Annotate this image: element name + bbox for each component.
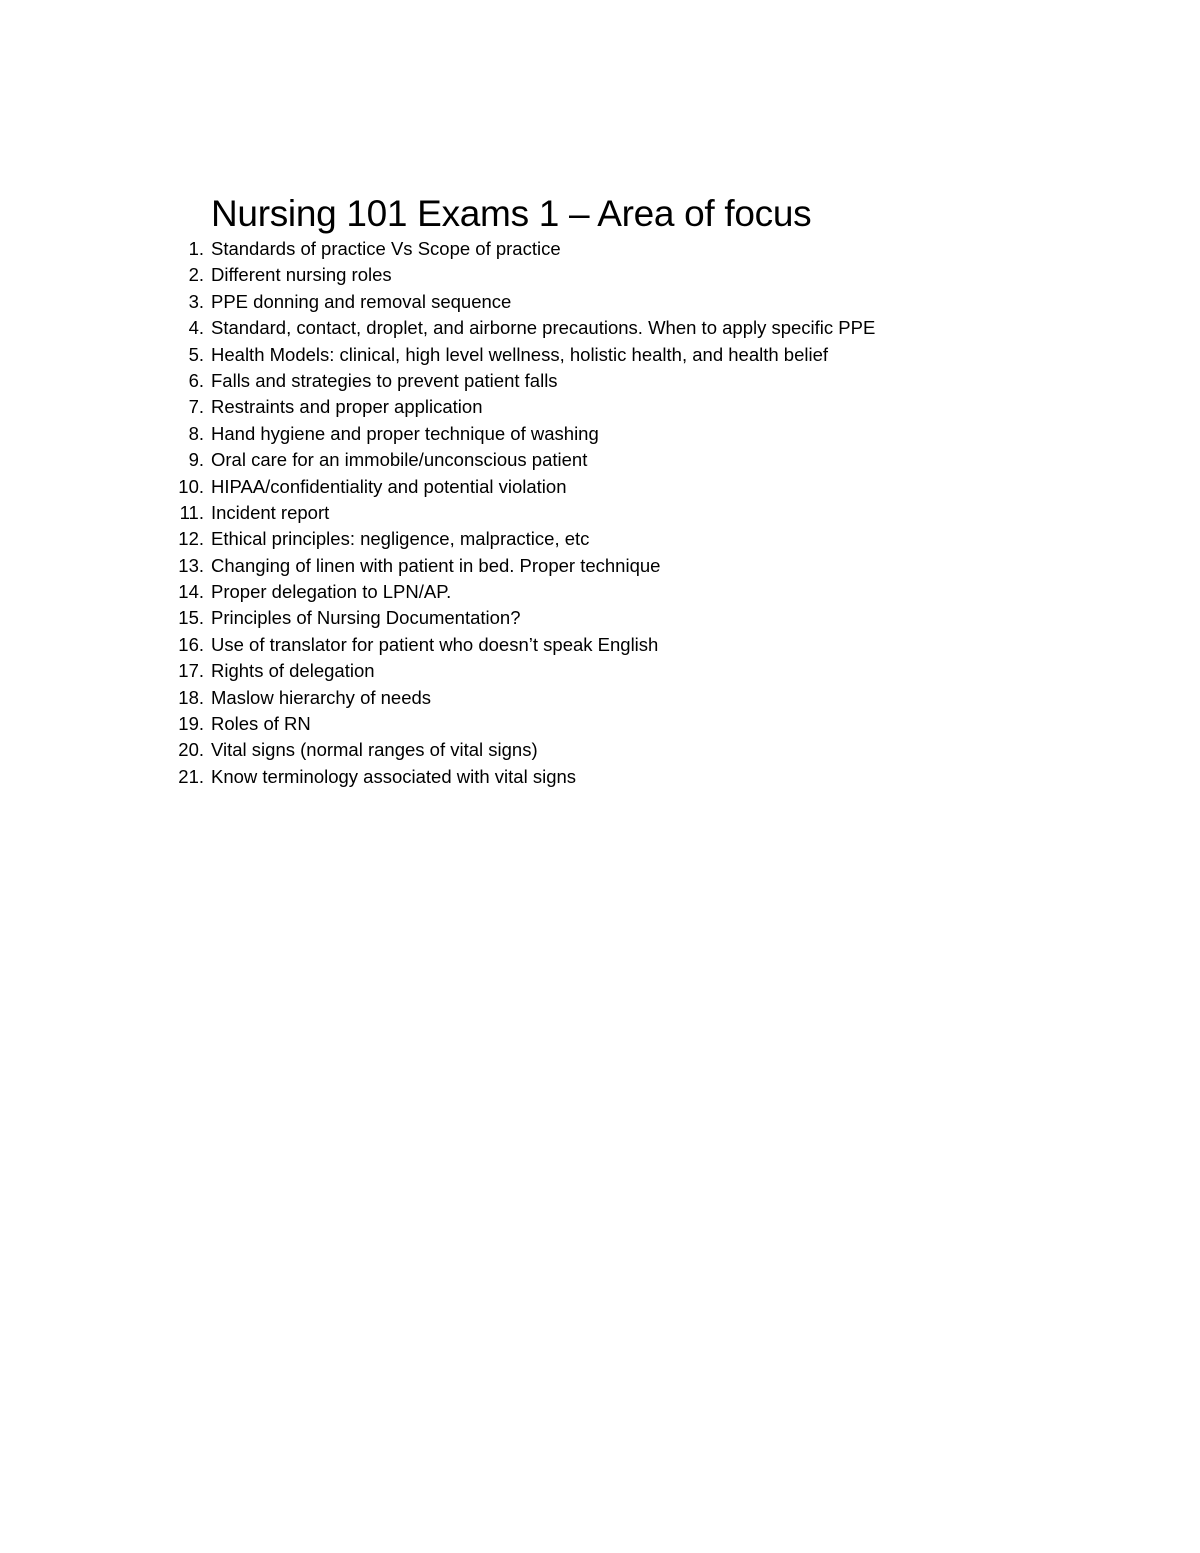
list-item-text: Restraints and proper application xyxy=(211,396,483,418)
list-item-text: Maslow hierarchy of needs xyxy=(211,686,432,708)
list-item-text: Principles of Nursing Documentation? xyxy=(211,607,521,629)
document-title: Nursing 101 Exams 1 – Area of focus xyxy=(211,193,812,234)
list-item-text: Different nursing roles xyxy=(211,264,392,286)
list-item-number: 19. xyxy=(178,713,204,735)
list-item-number: 18. xyxy=(178,686,204,708)
list-item-number: 3. xyxy=(188,290,204,312)
list-item-number: 16. xyxy=(178,633,204,655)
list-item-text: Rights of delegation xyxy=(211,660,375,682)
list-item-number: 12. xyxy=(178,528,204,550)
list-item-number: 6. xyxy=(188,369,204,391)
list-item-text: Standard, contact, droplet, and airborne precautions. When to apply specific PPE xyxy=(211,317,876,339)
list-item-number: 7. xyxy=(188,396,204,418)
list-item-number: 20. xyxy=(178,739,204,761)
list-item-number: 13. xyxy=(178,554,204,576)
list-item-number: 11. xyxy=(179,501,204,523)
list-item-text: Falls and strategies to prevent patient falls xyxy=(211,369,558,391)
list-item-text: Know terminology associated with vital signs xyxy=(211,765,577,787)
list-item-number: 14. xyxy=(178,581,204,603)
list-item-number: 17. xyxy=(178,660,204,682)
list-item-text: Health Models: clinical, high level wellness, holistic health, and health belief xyxy=(211,343,829,365)
list-item-number: 9. xyxy=(188,449,204,471)
list-item-number: 15. xyxy=(178,607,204,629)
list-item-text: Changing of linen with patient in bed. Proper technique xyxy=(211,554,661,576)
list-item-number: 1. xyxy=(188,238,204,259)
list-item-text: Use of translator for patient who doesn’t speak English xyxy=(211,633,659,655)
list-item-text: Incident report xyxy=(211,501,330,523)
list-item-text: Standards of practice Vs Scope of practice xyxy=(211,238,561,259)
list-item-text: Roles of RN xyxy=(211,713,311,735)
list-item-number: 5. xyxy=(188,343,204,365)
list-item-text: Ethical principles: negligence, malpractice, etc xyxy=(211,528,590,550)
list-item-text: HIPAA/confidentiality and potential violation xyxy=(211,475,567,497)
list-item-text: Vital signs (normal ranges of vital signs) xyxy=(211,739,538,761)
list-item-number: 8. xyxy=(188,422,204,444)
list-item-text: Hand hygiene and proper technique of washing xyxy=(211,422,599,444)
list-item-number: 4. xyxy=(188,317,204,339)
list-item-text: PPE donning and removal sequence xyxy=(211,290,512,312)
list-item-number: 21. xyxy=(178,765,204,787)
list-item-text: Oral care for an immobile/unconscious patient xyxy=(211,449,588,471)
list-item-text: Proper delegation to LPN/AP. xyxy=(211,581,452,603)
list-item-number: 2. xyxy=(188,264,204,286)
list-item-number: 10. xyxy=(178,475,204,497)
